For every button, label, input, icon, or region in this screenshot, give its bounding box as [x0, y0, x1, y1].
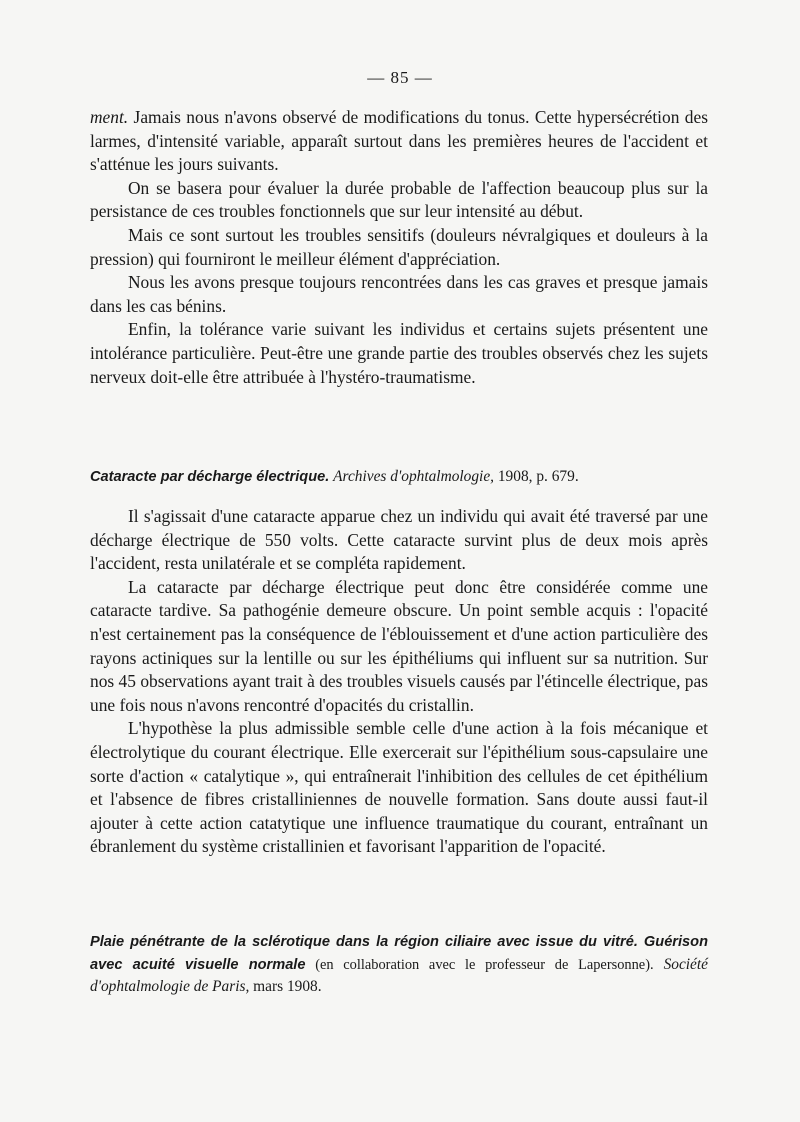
- reference-details: mars 1908.: [249, 978, 322, 995]
- paragraph-text: Jamais nous n'avons observé de modifications du tonus. Cette hypersécrétion des larmes, d'intensité variable, apparaît surtout dans les premières heures de l'accident et s'atténue les jours suivants.: [90, 107, 708, 175]
- paragraph-tolerance: Enfin, la tolérance varie suivant les individus et certains sujets présentent une intolérance particulière. Peut-être une grande partie des troubles observés chez les sujets nerveux doit-elle être attribuée à l'hystéro-traumatisme.: [90, 319, 708, 387]
- page-number: — 85 —: [367, 68, 433, 87]
- paragraph-tonus: [90, 106, 708, 177]
- text-block-symptoms: [90, 106, 708, 389]
- reference-cataract: [90, 466, 708, 489]
- paragraph-cases: Nous les avons presque toujours rencontrées dans les cas graves et presque jamais dans les cas bénins.: [90, 272, 708, 316]
- paragraph-case: Il s'agissait d'une cataracte apparue chez un individu qui avait été traversé par une décharge électrique de 550 volts. Cette cataracte survint plus de deux mois après l'accident, resta unilatérale et se compléta rapidement.: [90, 506, 708, 574]
- text-block-cataract: [90, 505, 708, 859]
- paragraph-sensory: Mais ce sont surtout les troubles sensitifs (douleurs névralgiques et douleurs à la pression) qui fourniront le meilleur élément d'appréciation.: [90, 224, 708, 269]
- paragraph-hypothesis: L'hypothèse la plus admissible semble celle d'une action à la fois mécanique et électrolytique du courant électrique. Elle exercerait sur l'épithélium sous-capsulaire une sorte d'action « catalytique », qui entraînerait l'inhibition des cellules de cet épithélium et l'absence de fibres cristalliniennes de nouvelle formation. Sans doute aussi faut-il ajouter à cette action catatytique une influence traumatique du courant, entraînant un ébranlement du système cristallinien et favorisant l'apparition de l'opacité.: [90, 718, 708, 857]
- reference-title: Cataracte par décharge électrique.: [90, 469, 330, 485]
- reference-journal: Société d'ophtalmologie de Paris,: [90, 955, 708, 995]
- paragraph-duration: On se basera pour évaluer la durée probable de l'affection beaucoup plus sur la persistance de ces troubles fonctionnels que sur leur intensité au début.: [90, 177, 708, 222]
- reference-collaboration: (en collaboration avec le professeur de Lapersonne).: [305, 956, 654, 973]
- paragraph-lead-word: ment.: [90, 107, 129, 127]
- reference-title: Plaie pénétrante de la sclérotique dans la région ciliaire avec issue du vitré. Guérison avec acuité visuelle normale: [90, 934, 708, 973]
- reference-wound: [90, 931, 708, 998]
- reference-journal: Archives d'ophtalmologie,: [333, 468, 495, 485]
- reference-details: 1908, p. 679.: [494, 468, 579, 485]
- paragraph-pathogeny: La cataracte par décharge électrique peut donc être considérée comme une cataracte tardive. Sa pathogénie demeure obscure. Un point semble acquis : l'opacité n'est certainement pas la conséquence de l'éblouissement et d'une action particulière des rayons actiniques sur la lentille ou sur les épithéliums qui influent sur sa nutrition. Sur nos 45 observations ayant trait à des troubles visuels causés par l'étincelle électrique, pas une fois nous n'avons rencontré d'opacités du cristallin.: [90, 576, 708, 715]
